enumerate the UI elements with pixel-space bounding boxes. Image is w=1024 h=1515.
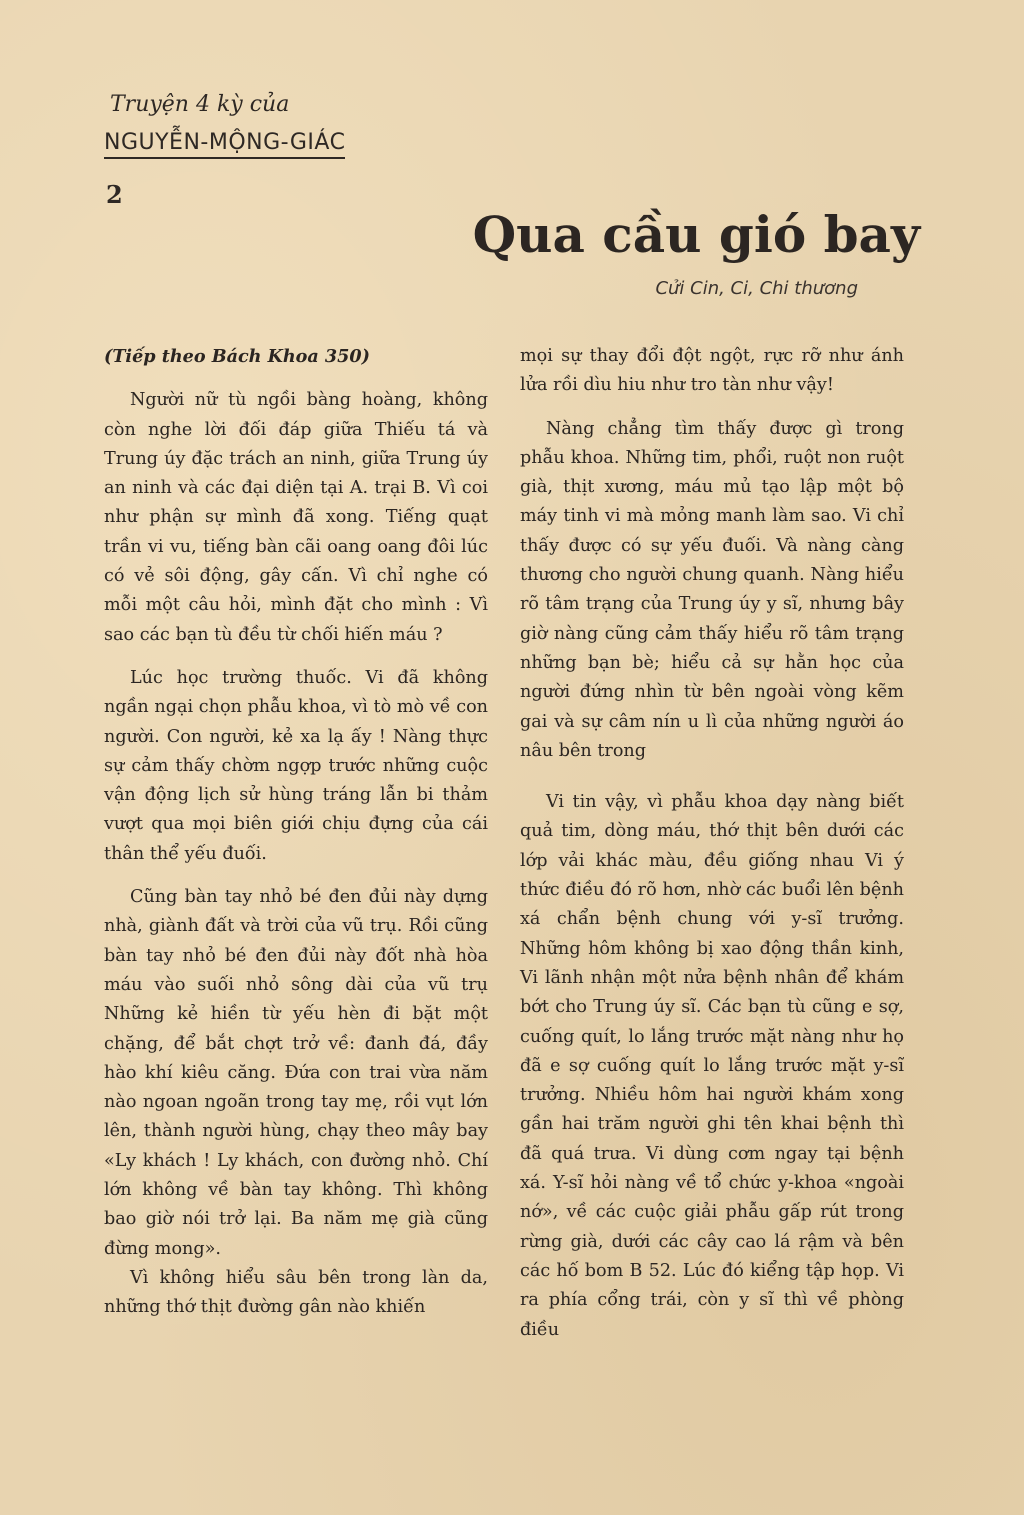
body-paragraph: Vi tin vậy, vì phẫu khoa dạy nàng biết quả tim, dòng máu, thớ thịt bên dưới các lớp vải khác màu, đều giống nhau Vi ý thức điều đó rõ hơn, nhờ các buổi lên bệnh xá chẩn bệnh chung với y-sĩ trưởng. Những hôm không bị xao động thần kinh, Vi lãnh nhận một nửa bệnh nhân để khám bớt cho Trung úy sĩ. Các bạn tù cũng e sợ, cuống quít, lo lắng trước mặt nàng như họ đã e sợ cuống quít lo lắng trước mặt y-sĩ trưởng. Nhiều hôm hai người khám xong gần hai trăm người ghi tên khai bệnh thì đã quá trưa. Vi dùng cơm ngay tại bệnh xá. Y-sĩ hỏi nàng về tổ chức y-khoa «ngoài nớ», về các cuộc giải phẫu gấp rút trong rừng già, dưới các cây cao lá rậm và bên các hố bom B 52. Lúc đó kiểng tập họp. Vi ra phía cổng trái, còn y sĩ thì về phòng điều (520, 792, 904, 1340)
body-paragraph: Lúc học trường thuốc. Vi đã không ngần ngại chọn phẫu khoa, vì tò mò về con người. Con người, kẻ xa lạ ấy ! Nàng thực sự cảm thấy chờm ngợp trước những cuộc vận động lịch sử hùng tráng lẫn bi thảm vượt qua mọi biên giới chịu đựng của cái thân thể yếu đuối. (104, 667, 488, 864)
story-title: Qua cầu gió bay (472, 205, 920, 264)
series-label: Truyện 4 kỳ của (110, 92, 290, 117)
author-name: NGUYỄN-MỘNG-GIÁC (104, 130, 345, 159)
body-paragraph: Vì không hiểu sâu bên trong làn da, những thớ thịt đường gân nào khiến (104, 1267, 488, 1318)
left-column (104, 342, 488, 1323)
part-number: 2 (106, 180, 123, 209)
body-paragraph: Người nữ tù ngồi bàng hoàng, không còn nghe lời đối đáp giữa Thiếu tá và Trung úy đặc trách an ninh, giữa Trung úy an ninh và các đại diện tại A. trại B. Vì coi như phận sự mình đã xong. Tiếng quạt trần vi vu, tiếng bàn cãi oang oang đôi lúc có vẻ sôi động, gây cấn. Vì chỉ nghe có mỗi một câu hỏi, mình đặt cho mình : Vì sao các bạn tù đều từ chối hiến máu ? (104, 390, 488, 645)
body-paragraph: mọi sự thay đổi đột ngột, rực rỡ như ánh lửa rồi dìu hiu như tro tàn như vậy! (520, 346, 904, 396)
body-paragraph: Cũng bàn tay nhỏ bé đen đủi này dựng nhà, giành đất và trời của vũ trụ. Rồi cũng bàn tay nhỏ bé đen đủi này đốt nhà hòa máu vào suối nhỏ sông dài của vũ trụ Những kẻ hiền từ yếu hèn đi bặt một chặng, để bắt chợt trở về: đanh đá, đầy hào khí kiêu căng. Đứa con trai vừa năm nào ngoan ngoãn trong tay mẹ, rồi vụt lớn lên, thành người hùng, chạy theo mây bay «Ly khách ! Ly khách, con đường nhỏ. Chí lớn không về bàn tay không. Thì không bao giờ nói trở lại. Ba năm mẹ già cũng đừng mong». (104, 887, 488, 1259)
dedication: Cửi Cin, Ci, Chi thương (655, 278, 858, 299)
body-paragraph: Nàng chẳng tìm thấy được gì trong phẫu khoa. Những tim, phổi, ruột non ruột già, thịt xương, máu mủ tạo lập một bộ máy tinh vi mà mỏng manh làm sao. Vi chỉ thấy được có sự yếu đuối. Và nàng càng thương cho người chung quanh. Nàng hiểu rõ tâm trạng của Trung úy y sĩ, nhưng bây giờ nàng cũng cảm thấy hiểu rõ tâm trạng những bạn bè; hiểu cả sự hằn học của người đứng nhìn từ bên ngoài vòng kẽm gai và sự câm nín u lì của những người áo nâu bên trong (520, 418, 904, 761)
continuation-text: (Tiếp theo Bách Khoa 350) (104, 346, 370, 367)
right-column (520, 342, 904, 1345)
continuation-note (104, 342, 488, 372)
